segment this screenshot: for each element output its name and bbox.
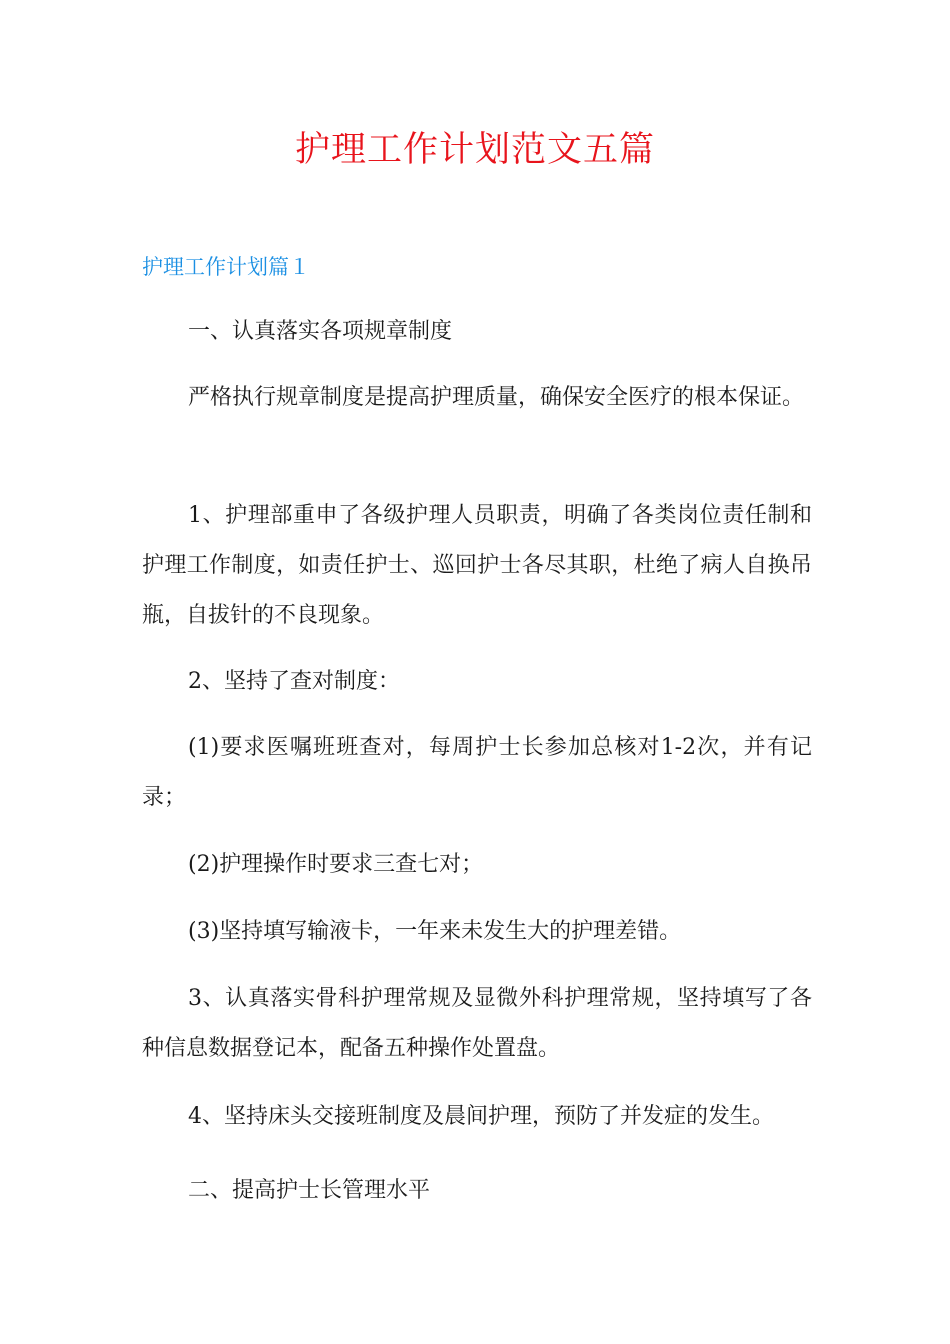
- paragraph: (2)护理操作时要求三查七对；: [188, 852, 484, 877]
- paragraph: 3、认真落实骨科护理常规及显微外科护理常规，坚持填写了各种信息数据登记本，配备五种操作处置盘。: [142, 986, 812, 1061]
- paragraph: (3)坚持填写输液卡，一年来未发生大的护理差错。: [188, 919, 682, 944]
- paragraph: 4、坚持床头交接班制度及晨间护理，预防了并发症的发生。: [188, 1104, 774, 1129]
- paragraph: (1)要求医嘱班班查对，每周护士长参加总核对1-2次，并有记录；: [142, 735, 812, 810]
- paragraph: 1、护理部重申了各级护理人员职责，明确了各类岗位责任制和护理工作制度，如责任护士、巡回护士各尽其职，杜绝了病人自换吊瓶，自拔针的不良现象。: [142, 503, 812, 628]
- document-title: 护理工作计划范文五篇: [294, 130, 655, 170]
- paragraph-heading-two: 二、提高护士长管理水平: [188, 1178, 431, 1203]
- paragraph: 严格执行规章制度是提高护理质量，确保安全医疗的根本保证。: [188, 385, 805, 410]
- paragraph: 2、坚持了查对制度：: [188, 669, 400, 694]
- paragraph-heading-one: 一、认真落实各项规章制度: [188, 319, 453, 344]
- section-heading: 护理工作计划篇１: [142, 255, 310, 279]
